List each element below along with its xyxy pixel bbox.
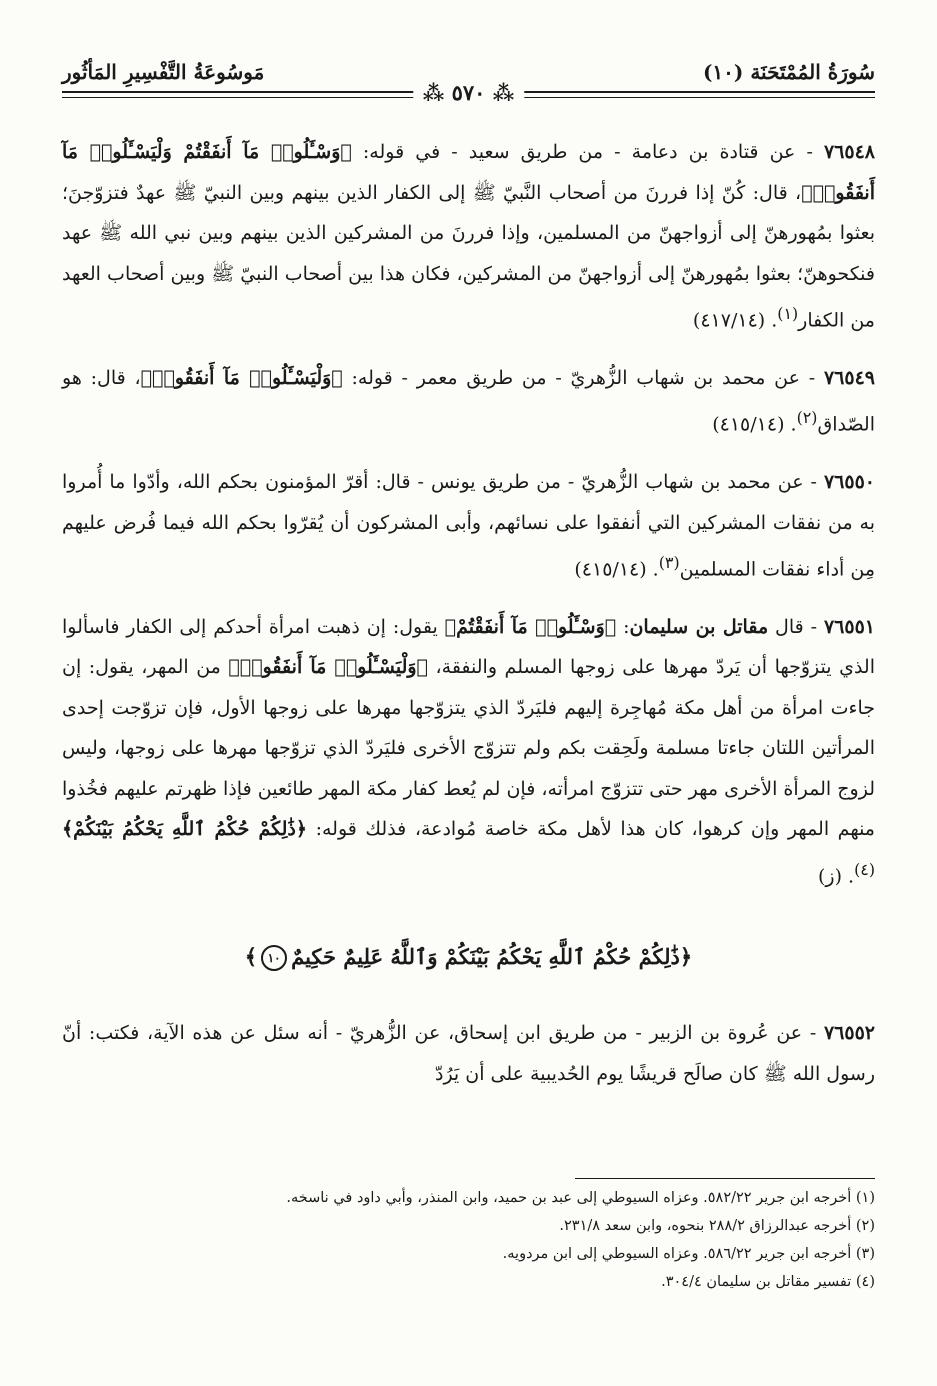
narration-76552: ٧٦٥٥٢ - عن عُروة بن الزبير - من طريق ابن إسحاق، عن الزُّهريّ - أنه سئل عن هذه الآية، فكتب: أنّ رسول الله ﷺ كان صالَح قريشًا يوم الحُديبية على أن يَرُدّ: [62, 1022, 875, 1085]
source-reference: . (٤١٥/١٤): [574, 558, 659, 581]
page-number: ⁂ ٥٧٠ ⁂: [413, 80, 524, 105]
surah-title: سُورَةُ المُمْتَحَنَة (١٠): [702, 60, 875, 84]
narration-number: ٧٦٥٥١: [823, 615, 875, 638]
quran-quote: ﴿ذَٰلِكُمْ حُكْمُ ٱللَّهِ يَحْكُمُ بَيْنَكُمْ﴾: [62, 818, 308, 841]
quran-quote: ﴿وَسْـَٔلُوا۟ مَآ أَنفَقْتُمْ﴾: [444, 615, 617, 638]
quran-verse: ﴿ذَٰلِكُمْ حُكْمُ ٱللَّهِ يَحْكُمُ بَيْنَكُمْ وَٱللَّهُ عَلِيمٌ حَكِيمٌ١٠﴾: [62, 937, 875, 978]
source-reference: . (ز): [818, 865, 855, 888]
quran-quote: ﴿وَسْـَٔلُوا۟ مَآ أَنفَقْتُمْ وَلْيَسْـَٔلُوا۟ مَآ أَنفَقُوا۟﴾: [62, 141, 875, 204]
footnote: (١) أخرجه ابن جرير ٥٨٢/٢٢. وعزاه السيوطي إلى عبد بن حميد، وابن المنذر، وأبي داود في ناسخه.: [286, 1190, 875, 1206]
footnotes: [62, 1184, 875, 1296]
narration-number: ٧٦٥٥٠: [823, 471, 875, 494]
quran-quote: ﴿وَلْيَسْـَٔلُوا۟ مَآ أَنفَقُوا۟﴾: [140, 366, 343, 389]
main-text: [62, 132, 875, 1111]
narration-number: ٧٦٥٥٢: [823, 1022, 875, 1045]
narrator-name: مقاتل بن سليمان: [629, 615, 769, 638]
narration-76550: ٧٦٥٥٠ - عن محمد بن شهاب الزُّهريّ - من طريق يونس - قال: أقرّ المؤمنون بحكم الله، وأدّوا ما أُمروا به من نفقات المشركين التي أنفقوا على نسائهم، وأبى المشركون أن يُقرّوا بحكم الله فيما فُرض عليهم مِن أداء نفقات المسلمين$^{(٣)}$. (٤١٥/١٤): [62, 471, 875, 581]
footnote-marker: (٤): [854, 859, 875, 879]
footnote: (٣) أخرجه ابن جرير ٥٨٦/٢٢. وعزاه السيوطي إلى ابن مردويه.: [502, 1246, 875, 1262]
narration-76549: ٧٦٥٤٩ - عن محمد بن شهاب الزُّهريّ - من طريق معمر - قوله: ﴿وَلْيَسْـَٔلُوا۟ مَآ أَنفَقُوا۟﴾، قال: هو الصّداق$^{(٢)}$. (٤١٥/١٤): [62, 366, 875, 436]
verse-number-icon: ١٠: [261, 945, 287, 971]
narration-number: ٧٦٥٤٩: [823, 366, 875, 389]
footnote-separator: [575, 1178, 875, 1179]
narration-number: ٧٦٥٤٨: [823, 141, 875, 163]
quran-quote: ﴿وَلْيَسْـَٔلُوا۟ مَآ أَنفَقُوا۟﴾: [228, 656, 428, 679]
footnote-marker: (١): [777, 304, 799, 323]
narration-76548: ٧٦٥٤٨ - عن قتادة بن دعامة - من طريق سعيد - في قوله: ﴿وَسْـَٔلُوا۟ مَآ أَنفَقْتُمْ وَلْيَسْـَٔلُوا۟ مَآ أَنفَقُوا۟﴾، قال: كُنّ إذا فررنَ من أصحاب النَّبيّ ﷺ إلى الكفار الذين بينهم وبين النبيّ ﷺ عهدٌ فتزوّجنَ؛ بعثوا بمُهورهنّ إلى أزواجهنّ من المسلمين، وإذا فررنَ من المشركين الذين بينهم وبين نبي الله ﷺ عهد فنكحوهنّ؛ بعثوا بمُهورهنّ إلى أزواجهنّ من المشركين، فكان هذا بين أصحاب النبيّ ﷺ وبين أصحاب العهد من الكفار$^{(١)}$. (٤١٧/١٤): [62, 141, 875, 332]
footnote: (٤) تفسير مقاتل بن سليمان ٣٠٤/٤.: [661, 1274, 875, 1290]
source-reference: . (٤١٥/١٤): [712, 413, 797, 436]
footnote-marker: (٣): [658, 553, 680, 573]
footnote-marker: (٢): [796, 408, 818, 428]
footnote: (٢) أخرجه عبدالرزاق ٢٨٨/٢ بنحوه، وابن سعد ٢٣١/٨.: [559, 1218, 875, 1234]
book-title: مَوسُوعَةُ التَّفْسِيرِ المَأثُور: [62, 60, 265, 84]
narration-76551: ٧٦٥٥١ - قال مقاتل بن سليمان: ﴿وَسْـَٔلُوا۟ مَآ أَنفَقْتُمْ﴾ يقول: إن ذهبت امرأة أحدكم إلى الكفار فاسألوا الذي يتزوّجها أن يَردّ مهرها على زوجها المسلم والنفقة، ﴿وَلْيَسْـَٔلُوا۟ مَآ أَنفَقُوا۟﴾ من المهر، يقول: إن جاءت امرأة من أهل مكة مُهاجِرة إليهم فليَردّ الذي يتزوّجها مهرها على زوجها الأول، فإن تزوّجت إحدى المرأتين اللتان جاءتا مسلمة ولَحِقت بكم ولم تتزوّج الأخرى فليَردّ الذي تزوّجها مهرها على زوجها، وليس لزوج المرأة الأخرى مهر حتى تتزوّج امرأته، فإن لم يُعط كفار مكة المهر طائعين فإذا ظهرتم عليهم فخُذوا منهم المهر وإن كرهوا، كان هذا لأهل مكة خاصة مُوادعة، فذلك قوله: ﴿ذَٰلِكُمْ حُكْمُ ٱللَّهِ يَحْكُمُ بَيْنَكُمْ﴾$^{(٤)}$. (ز): [62, 615, 875, 888]
page-header: [62, 60, 875, 108]
source-reference: . (٤١٧/١٤): [692, 309, 778, 332]
